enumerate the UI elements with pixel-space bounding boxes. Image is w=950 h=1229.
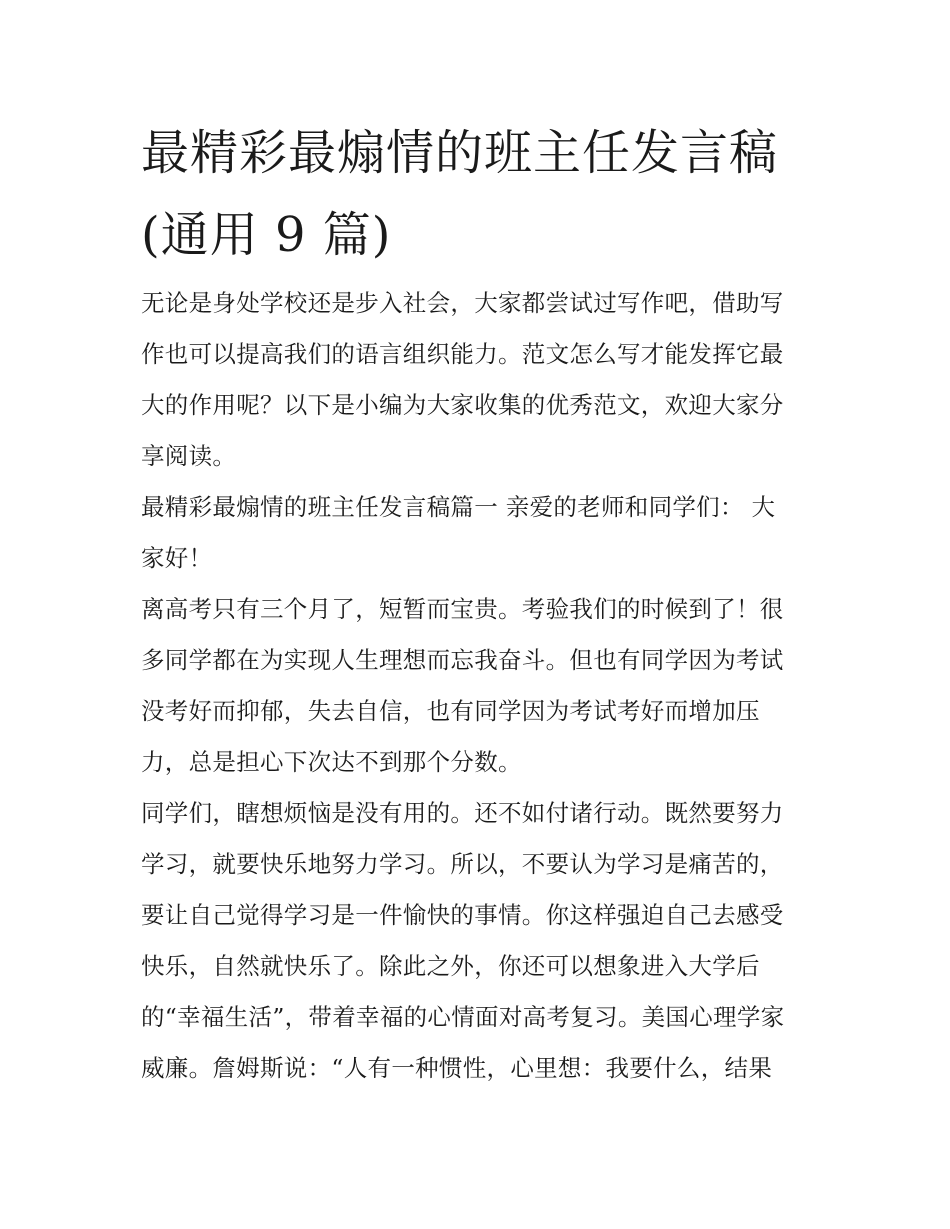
body-line-6: 家好！: [141, 544, 213, 572]
body-line-9: 没考好而抑郁，失去自信，也有同学因为考试考好而增加压: [141, 697, 760, 725]
body-line-8: 多同学都在为实现人生理想而忘我奋斗。但也有同学因为考试: [141, 646, 784, 674]
body-line-13: 要让自己觉得学习是一件愉快的事情。你这样强迫自己去感受: [141, 901, 784, 929]
body-line-12: 学习，就要快乐地努力学习。所以，不要认为学习是痛苦的，: [141, 850, 784, 878]
title-line-2: (通用 9 篇): [141, 207, 392, 263]
body-line-4: 享阅读。: [141, 442, 237, 470]
body-line-15: 的“幸福生活”，带着幸福的心情面对高考复习。美国心理学家: [141, 1003, 785, 1031]
document-body: [141, 278, 831, 1094]
body-line-2: 作也可以提高我们的语言组织能力。范文怎么写才能发挥它最: [141, 340, 784, 368]
body-line-7: 离高考只有三个月了，短暂而宝贵。考验我们的时候到了！很: [141, 595, 784, 623]
body-line-3: 大的作用呢？以下是小编为大家收集的优秀范文，欢迎大家分: [141, 391, 784, 419]
title-line-1: 最精彩最煽情的班主任发言稿: [141, 125, 779, 181]
body-line-14: 快乐，自然就快乐了。除此之外，你还可以想象进入大学后: [141, 952, 760, 980]
body-line-16: 威廉。詹姆斯说：“人有一种惯性，心里想：我要什么，结果: [141, 1054, 773, 1082]
body-line-5: 最精彩最煽情的班主任发言稿篇一 亲爱的老师和同学们： 大: [141, 493, 776, 521]
body-line-11: 同学们，瞎想烦恼是没有用的。还不如付诸行动。既然要努力: [141, 799, 784, 827]
body-line-1: 无论是身处学校还是步入社会，大家都尝试过写作吧，借助写: [141, 289, 784, 317]
document-title: [141, 112, 821, 276]
body-line-10: 力，总是担心下次达不到那个分数。: [141, 748, 522, 776]
